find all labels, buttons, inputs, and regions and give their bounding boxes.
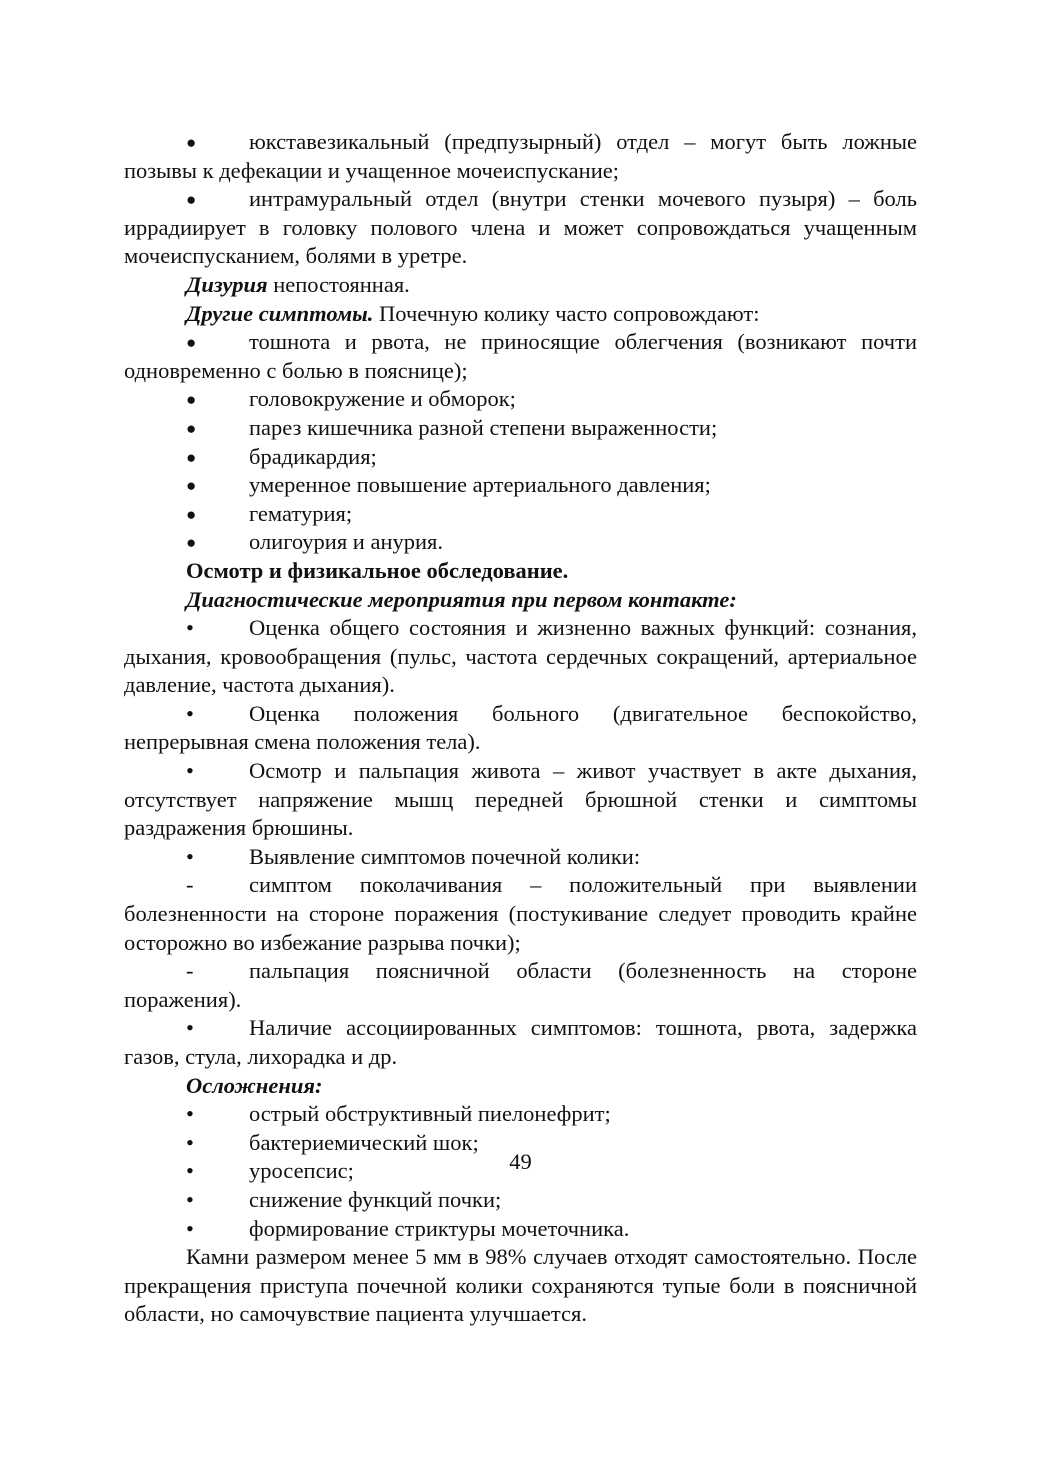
list-item: - пальпация поясничной области (болезненность на стороне поражения). — [124, 958, 917, 1012]
bullet-icon: ● — [186, 133, 197, 152]
exam-heading: Осмотр и физикальное обследование. — [186, 557, 569, 583]
bullet-icon: • — [186, 700, 194, 726]
bullet-icon: • — [186, 615, 194, 641]
list-item: • острый обструктивный пиелонефрит; — [124, 1100, 917, 1129]
bullet-icon: • — [186, 1015, 194, 1041]
dash-icon: - — [186, 872, 194, 898]
list-item: ● интрамуральный отдел (внутри стенки мочевого пузыря) – боль иррадиирует в головку полового члена и может сопровождаться учащенным мочеиспусканием, болями в уретре. — [124, 186, 917, 269]
diagnostics-heading: Диагностические мероприятия при первом контакте: — [186, 586, 737, 612]
list-item: ● гематурия; — [124, 500, 917, 529]
list-item: ● умеренное повышение артериального давления; — [124, 471, 917, 500]
list-item: • уросепсис; — [124, 1157, 917, 1186]
dash-icon: - — [186, 958, 194, 984]
final-paragraph: Камни размером менее 5 мм в 98% случаев отходят самостоятельно. После прекращения приступа почечной колики сохраняются тупые боли в поясничной области, но самочувствие пациента улучшается. — [124, 1244, 917, 1327]
list-item: ● тошнота и рвота, не приносящие облегчения (возникают почти одновременно с болью в пояснице); — [124, 329, 917, 383]
dysuria-paragraph: Дизурия непостоянная. — [186, 271, 410, 297]
list-item: • Выявление симптомов почечной колики: — [124, 843, 917, 872]
bullet-icon: ● — [186, 476, 197, 496]
bullet-icon: ● — [186, 533, 197, 553]
bullet-icon: ● — [186, 333, 197, 353]
list-item: ● брадикардия; — [124, 443, 917, 472]
list-item: ● головокружение и обморок; — [124, 385, 917, 414]
list-item: ● парез кишечника разной степени выраженности; — [124, 414, 917, 443]
list-item: ● олигоурия и анурия. — [124, 528, 917, 557]
bullet-icon: ● — [186, 504, 197, 524]
bullet-icon: • — [186, 1186, 194, 1212]
bullet-icon: ● — [186, 418, 197, 438]
bullet-icon: • — [186, 1101, 194, 1127]
list-item: • Наличие ассоциированных симптомов: тошнота, рвота, задержка газов, стула, лихорадка и др. — [124, 1015, 917, 1069]
bullet-icon: • — [186, 758, 194, 784]
list-item: • Оценка общего состояния и жизненно важных функций: сознания, дыхания, кровообращения (пульс, частота сердечных сокращений, артериальное давление, частота дыхания). — [124, 615, 917, 698]
bullet-icon: ● — [186, 190, 197, 210]
complications-heading: Осложнения: — [186, 1072, 323, 1098]
bullet-icon: • — [186, 843, 194, 869]
document-page — [124, 128, 917, 1329]
list-item: - симптом поколачивания – положительный при выявлении болезненности на стороне поражения (постукивание следует проводить крайне осторожно во избежание разрыва почки); — [124, 872, 917, 955]
list-item: ● юкставезикальный (предпузырный) отдел – могут быть ложные позывы к дефекации и учащенное мочеиспускание; — [124, 129, 917, 183]
bullet-icon: ● — [186, 447, 197, 467]
bullet-icon: ● — [186, 390, 197, 410]
bullet-icon: • — [186, 1158, 194, 1184]
bullet-icon: • — [186, 1215, 194, 1241]
page-number: 49 — [509, 1149, 532, 1174]
bullet-icon: • — [186, 1129, 194, 1155]
list-item: • бактериемический шок; — [124, 1129, 917, 1158]
list-item: • снижение функций почки; — [124, 1186, 917, 1215]
list-item: • Осмотр и пальпация живота – живот участвует в акте дыхания, отсутствует напряжение мышц передней брюшной стенки и симптомы раздражения брюшины. — [124, 758, 917, 841]
other-symptoms-paragraph: Другие симптомы. Почечную колику часто сопровождают: — [186, 300, 760, 326]
list-item: • формирование стриктуры мочеточника. — [124, 1215, 917, 1244]
list-item: • Оценка положения больного (двигательное беспокойство, непрерывная смена положения тела). — [124, 700, 917, 755]
